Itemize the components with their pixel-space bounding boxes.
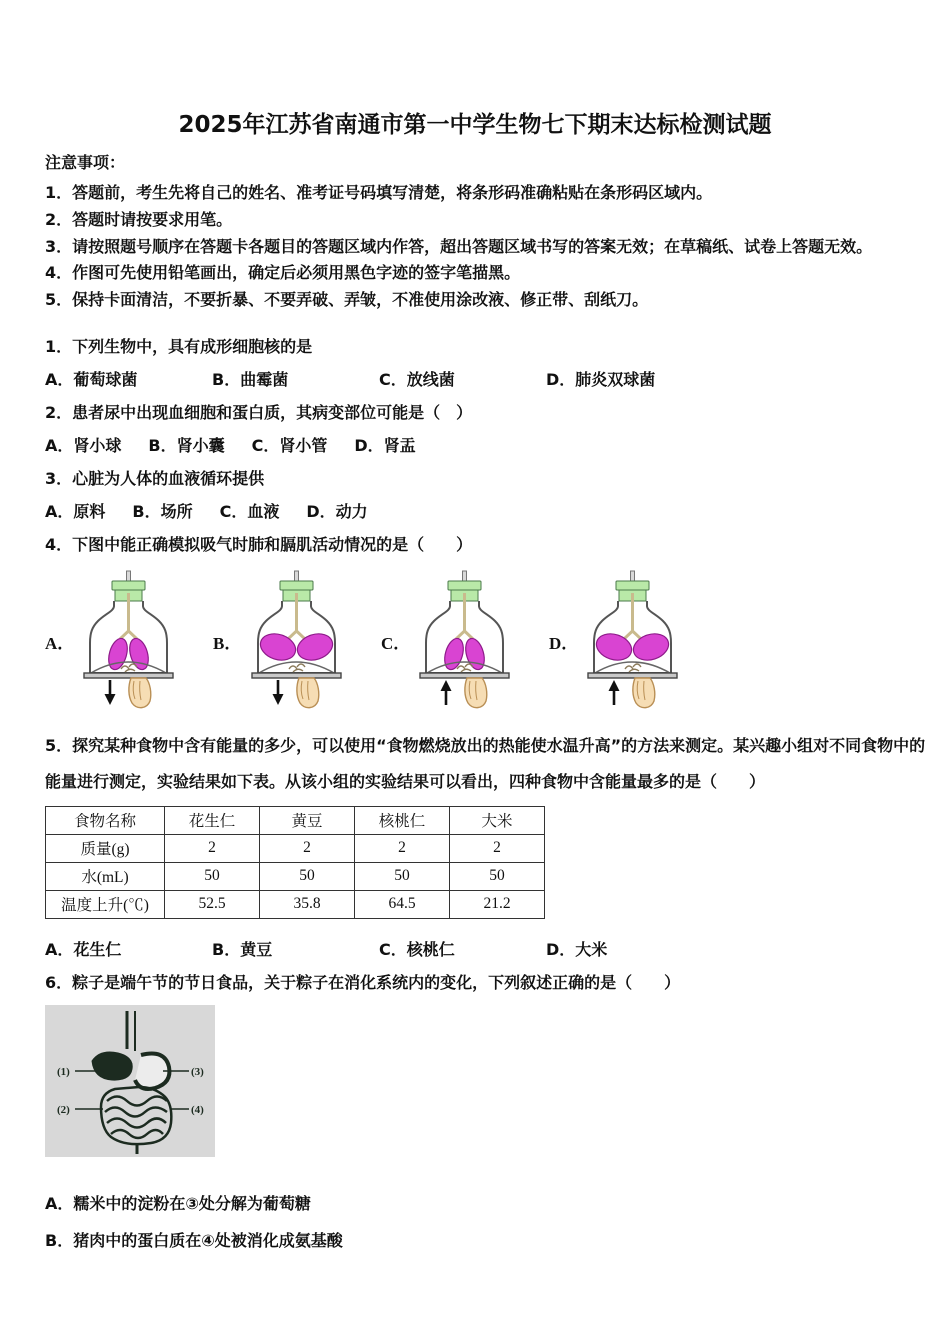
answer-option: C．血液 <box>219 501 280 521</box>
answer-option: D．肾盂 <box>354 435 416 455</box>
answer-option: A．花生仁 <box>45 939 122 959</box>
bell-jar-breathing-model <box>81 569 176 714</box>
question-5-food-energy-table <box>45 806 545 919</box>
figure-option-label: D． <box>549 633 579 653</box>
table-row <box>46 806 545 834</box>
question-4-figure-row <box>45 569 932 714</box>
bell-jar-breathing-model <box>249 569 344 714</box>
notice-section <box>45 154 932 314</box>
notice-item: 1．答题前，考生先将自己的姓名、准考证号码填写清楚，将条形码准确粘贴在条形码区域内。 <box>45 183 713 202</box>
answer-option: B．曲霉菌 <box>212 369 289 389</box>
table-cell: 50 <box>165 862 260 890</box>
questions-section <box>45 338 932 1249</box>
table-cell: 50 <box>260 862 355 890</box>
answer-option: B．肾小囊 <box>148 435 225 455</box>
table-row <box>46 834 545 862</box>
question-3-options <box>45 503 932 520</box>
answer-option: D．肺炎双球菌 <box>546 369 656 389</box>
y-tube-left <box>624 631 633 639</box>
table-cell: 2 <box>450 834 545 862</box>
table-cell: 2 <box>355 834 450 862</box>
rubber-stopper-top <box>112 581 145 590</box>
table-row <box>46 890 545 918</box>
table-cell: 黄豆 <box>260 806 355 834</box>
table-cell: 食物名称 <box>46 806 165 834</box>
q4-figure-option <box>381 569 549 714</box>
rubber-stopper-top <box>448 581 481 590</box>
y-tube-left <box>456 631 465 639</box>
table-cell: 50 <box>450 862 545 890</box>
answer-option: D．大米 <box>546 939 608 959</box>
notice-item: 2．答题时请按要求用笔。 <box>45 209 233 229</box>
answer-option: A．葡萄球菌 <box>45 369 138 389</box>
question-1-options <box>45 371 932 388</box>
jar-base-rim <box>420 673 509 678</box>
answer-option: C．肾小管 <box>251 435 328 455</box>
table-cell: 35.8 <box>260 890 355 918</box>
question-2-text: 2．患者尿中出现血细胞和蛋白质，其病变部位可能是（ ） <box>45 402 473 422</box>
question-6-text: 6．粽子是端午节的节日食品，关于粽子在消化系统内的变化，下列叙述正确的是（ ） <box>45 972 681 992</box>
table-cell: 大米 <box>450 806 545 834</box>
label-2: (2) <box>57 1103 70 1116</box>
table-cell: 2 <box>260 834 355 862</box>
question-5-text: 5．探究某种食物中含有能量的多少，可以使用“食物燃烧放出的热能使水温升高”的方法来测定。某兴趣小组对不同食物中的能量进行测定，实验结果如下表。从该小组的实验结果可以看出，四种食物中含能量最多的是（ ） <box>45 735 926 791</box>
figure-option-label: B． <box>213 633 242 653</box>
q4-figure-option <box>45 569 213 714</box>
table-cell: 52.5 <box>165 890 260 918</box>
y-tube-right <box>465 631 474 639</box>
table-cell: 质量(g) <box>46 834 165 862</box>
answer-option: A．原料 <box>45 501 106 521</box>
arrow-up-icon <box>441 680 452 705</box>
answer-option: C．放线菌 <box>379 369 455 389</box>
page-title: 2025年江苏省南通市第一中学生物七下期末达标检测试题 <box>178 112 772 138</box>
y-tube-right <box>633 631 642 639</box>
table-row <box>46 862 545 890</box>
digestive-system-figure <box>45 1005 215 1157</box>
notice-item: 5．保持卡面清洁，不要折暴、不要弄破、弄皱，不准使用涂改液、修正带、刮纸刀。 <box>45 290 649 310</box>
arrow-down-icon <box>273 680 284 705</box>
y-tube-right <box>129 631 138 639</box>
answer-option: D．动力 <box>306 501 368 521</box>
jar-base-rim <box>252 673 341 678</box>
table-cell: 花生仁 <box>165 806 260 834</box>
table-cell: 温度上升(℃) <box>46 890 165 918</box>
arrow-down-icon <box>105 680 116 705</box>
table-cell: 核桃仁 <box>355 806 450 834</box>
answer-option: B．黄豆 <box>212 939 273 959</box>
label-3: (3) <box>191 1065 204 1078</box>
arrow-up-icon <box>609 680 620 705</box>
rubber-stopper-top <box>280 581 313 590</box>
gripping-fingers <box>457 664 473 672</box>
y-tube-right <box>297 631 306 639</box>
question-5-options <box>45 941 932 958</box>
notice-heading: 注意事项： <box>45 153 126 172</box>
question-6-figure-wrap <box>45 1005 932 1161</box>
notice-item: 3．请按照题号顺序在答题卡各题目的答题区域内作答，超出答题区域书写的答案无效；在草稿纸、试卷上答题无效。 <box>45 236 873 256</box>
gripping-fingers <box>625 664 641 672</box>
table-cell: 水(mL) <box>46 862 165 890</box>
question-6-option-a: A．糯米中的淀粉在③处分解为葡萄糖 <box>45 1193 311 1213</box>
figure-option-label: A． <box>45 633 75 653</box>
table-cell: 21.2 <box>450 890 545 918</box>
bell-jar-breathing-model <box>585 569 680 714</box>
question-6-option-b: B．猪肉中的蛋白质在④处被消化成氨基酸 <box>45 1230 343 1250</box>
answer-option: A．肾小球 <box>45 435 122 455</box>
jar-base-rim <box>588 673 677 678</box>
question-3-text: 3．心脏为人体的血液循环提供 <box>45 468 265 488</box>
notice-list <box>45 180 932 314</box>
rubber-stopper-top <box>616 581 649 590</box>
q4-figure-option <box>549 569 717 714</box>
answer-option: C．核桃仁 <box>379 939 455 959</box>
table-cell: 2 <box>165 834 260 862</box>
jar-base-rim <box>84 673 173 678</box>
question-1-text: 1．下列生物中，具有成形细胞核的是 <box>45 336 313 356</box>
y-tube-left <box>120 631 129 639</box>
answer-option: B．场所 <box>132 501 193 521</box>
gripping-fingers <box>121 664 137 672</box>
figure-option-label: C． <box>381 633 411 653</box>
question-2-options <box>45 437 932 454</box>
gripping-fingers <box>289 664 305 672</box>
table-cell: 50 <box>355 862 450 890</box>
question-4-text: 4．下图中能正确模拟吸气时肺和膈肌活动情况的是（ ） <box>45 534 473 554</box>
label-4: (4) <box>191 1103 204 1116</box>
y-tube-left <box>288 631 297 639</box>
notice-item: 4．作图可先使用铅笔画出，确定后必须用黑色字迹的签字笔描黑。 <box>45 263 521 283</box>
label-1: (1) <box>57 1065 70 1078</box>
table-cell: 64.5 <box>355 890 450 918</box>
bell-jar-breathing-model <box>417 569 512 714</box>
q4-figure-option <box>213 569 381 714</box>
